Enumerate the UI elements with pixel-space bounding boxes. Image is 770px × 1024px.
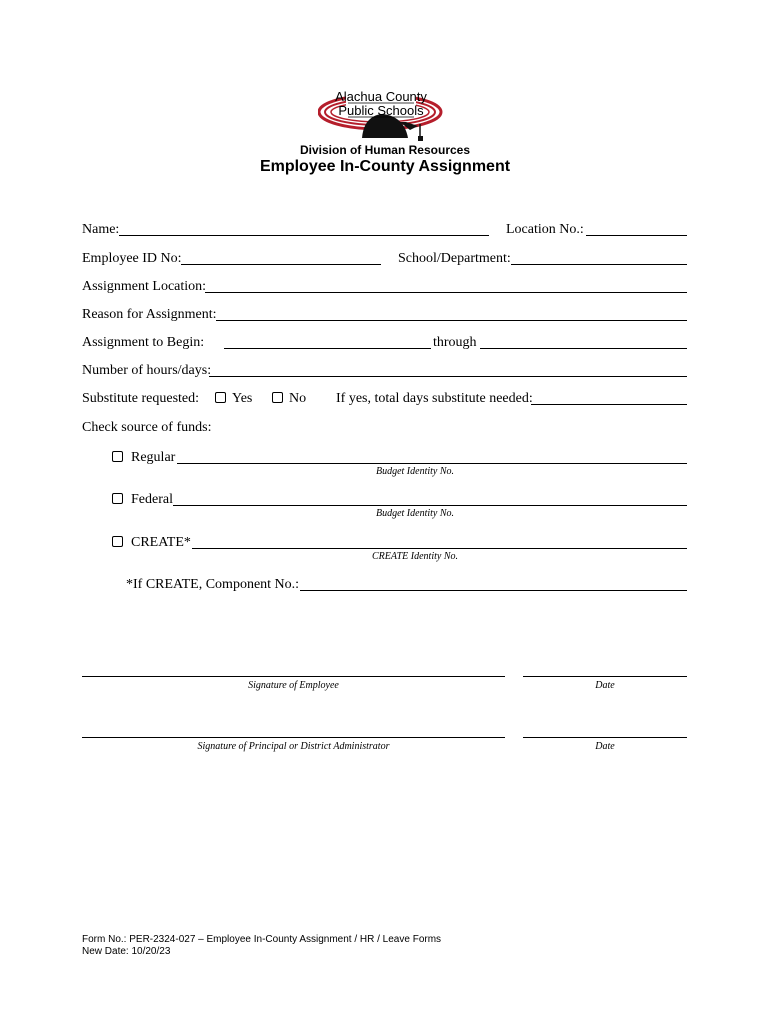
substitute-requested-label: Substitute requested: xyxy=(82,391,200,406)
substitute-days-input-line[interactable] xyxy=(531,404,687,405)
federal-funds-label: Federal xyxy=(131,492,173,507)
principal-signature-line[interactable] xyxy=(82,737,505,738)
substitute-yes-label: Yes xyxy=(232,391,253,406)
logo-line-2: Public Schools xyxy=(338,103,424,118)
federal-budget-input-line[interactable] xyxy=(173,505,687,506)
division-heading: Division of Human Resources xyxy=(299,143,471,157)
begin-date-input-line[interactable] xyxy=(224,348,431,349)
create-component-input-line[interactable] xyxy=(300,590,687,591)
logo-emblem-icon xyxy=(318,86,450,142)
create-identity-input-line[interactable] xyxy=(192,548,687,549)
hours-days-label: Number of hours/days: xyxy=(82,363,212,378)
through-label: through xyxy=(433,335,477,350)
principal-date-line[interactable] xyxy=(523,737,687,738)
location-no-label: Location No.: xyxy=(506,222,584,237)
principal-signature-caption: Signature of Principal or District Administrator xyxy=(197,741,390,752)
substitute-no-label: No xyxy=(289,391,307,406)
employee-date-line[interactable] xyxy=(523,676,687,677)
district-logo xyxy=(318,86,450,142)
form-footer xyxy=(82,934,441,958)
form-title: Employee In-County Assignment xyxy=(259,158,511,175)
assignment-begin-label: Assignment to Begin: xyxy=(82,335,205,350)
employee-date-caption: Date xyxy=(595,680,615,691)
create-funds-checkbox[interactable] xyxy=(112,536,123,547)
assignment-location-label: Assignment Location: xyxy=(82,279,207,294)
reason-label: Reason for Assignment: xyxy=(82,307,217,322)
create-component-label: *If CREATE, Component No.: xyxy=(126,577,300,592)
footer-form-number: Form No.: PER-2324-027 – Employee In-County Assignment / HR / Leave Forms xyxy=(82,934,442,945)
employee-signature-line[interactable] xyxy=(82,676,505,677)
assignment-location-input-line[interactable] xyxy=(205,292,687,293)
regular-budget-input-line[interactable] xyxy=(177,463,687,464)
hours-days-input-line[interactable] xyxy=(209,376,687,377)
location-no-input-line[interactable] xyxy=(586,235,687,236)
create-identity-caption: CREATE Identity No. xyxy=(371,551,458,562)
name-label: Name: xyxy=(82,222,120,237)
substitute-days-label: If yes, total days substitute needed: xyxy=(336,391,533,406)
principal-date-caption: Date xyxy=(595,741,615,752)
employee-id-input-line[interactable] xyxy=(181,264,381,265)
regular-funds-checkbox[interactable] xyxy=(112,451,123,462)
reason-input-line[interactable] xyxy=(216,320,687,321)
substitute-yes-checkbox[interactable] xyxy=(215,392,226,403)
regular-funds-label: Regular xyxy=(131,450,176,465)
substitute-no-checkbox[interactable] xyxy=(272,392,283,403)
school-department-label: School/Department: xyxy=(398,251,511,266)
federal-funds-checkbox[interactable] xyxy=(112,493,123,504)
create-funds-label: CREATE* xyxy=(131,535,191,550)
employee-id-label: Employee ID No: xyxy=(82,251,182,266)
footer-new-date: New Date: 10/20/23 xyxy=(82,946,171,957)
school-department-input-line[interactable] xyxy=(511,264,687,265)
logo-line-1: Alachua County xyxy=(335,89,427,104)
end-date-input-line[interactable] xyxy=(480,348,687,349)
check-source-label: Check source of funds: xyxy=(82,420,212,435)
employee-signature-caption: Signature of Employee xyxy=(248,680,339,691)
regular-budget-caption: Budget Identity No. xyxy=(375,466,455,477)
federal-budget-caption: Budget Identity No. xyxy=(375,508,455,519)
name-input-line[interactable] xyxy=(119,235,489,236)
